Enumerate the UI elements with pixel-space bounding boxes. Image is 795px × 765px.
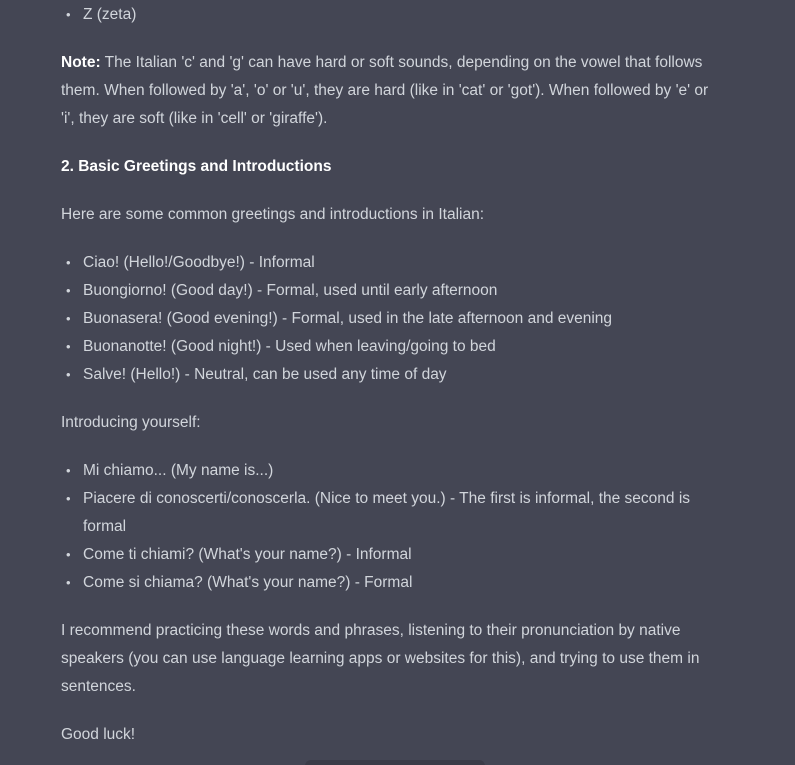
note-text: The Italian 'c' and 'g' can have hard or soft sounds, depending on the vowel that follows them. When followed by 'a', 'o' or 'u', they are hard (like in 'cat' or 'got'). When followed by 'e' or 'i', they are soft (like in 'cell' or 'giraffe'). [61,54,709,127]
introductions-list [61,457,721,597]
list-item: • Ciao! (Hello!/Goodbye!) - Informal [61,249,721,277]
list-item: • Piacere di conoscerti/conoscerla. (Nice to meet you.) - The first is informal, the second is formal [61,485,721,541]
section-heading: 2. Basic Greetings and Introductions [61,158,332,175]
input-area-edge [305,760,485,765]
recommendation-paragraph: I recommend practicing these words and phrases, listening to their pronunciation by native speakers (you can use language learning apps or websites for this), and trying to use them in sentences. [61,622,700,695]
greetings-list [61,249,721,389]
list-item: • Buonasera! (Good evening!) - Formal, used in the late afternoon and evening [61,305,721,333]
list-item: • Mi chiamo... (My name is...) [61,457,721,485]
list-item: • Buonanotte! (Good night!) - Used when leaving/going to bed [61,333,721,361]
note-label: Note: [61,54,101,71]
list-item: • Come si chiama? (What's your name?) - Formal [61,569,721,597]
list-item: • Z (zeta) [61,1,721,29]
assistant-message [61,1,721,749]
note-paragraph [61,49,721,133]
greetings-intro: Here are some common greetings and introductions in Italian: [61,206,485,223]
list-item: • Buongiorno! (Good day!) - Formal, used until early afternoon [61,277,721,305]
alphabet-list [61,1,721,29]
closing-text: Good luck! [61,726,136,743]
introducing-label: Introducing yourself: [61,414,201,431]
list-item: • Salve! (Hello!) - Neutral, can be used any time of day [61,361,721,389]
list-item: • Come ti chiami? (What's your name?) - Informal [61,541,721,569]
